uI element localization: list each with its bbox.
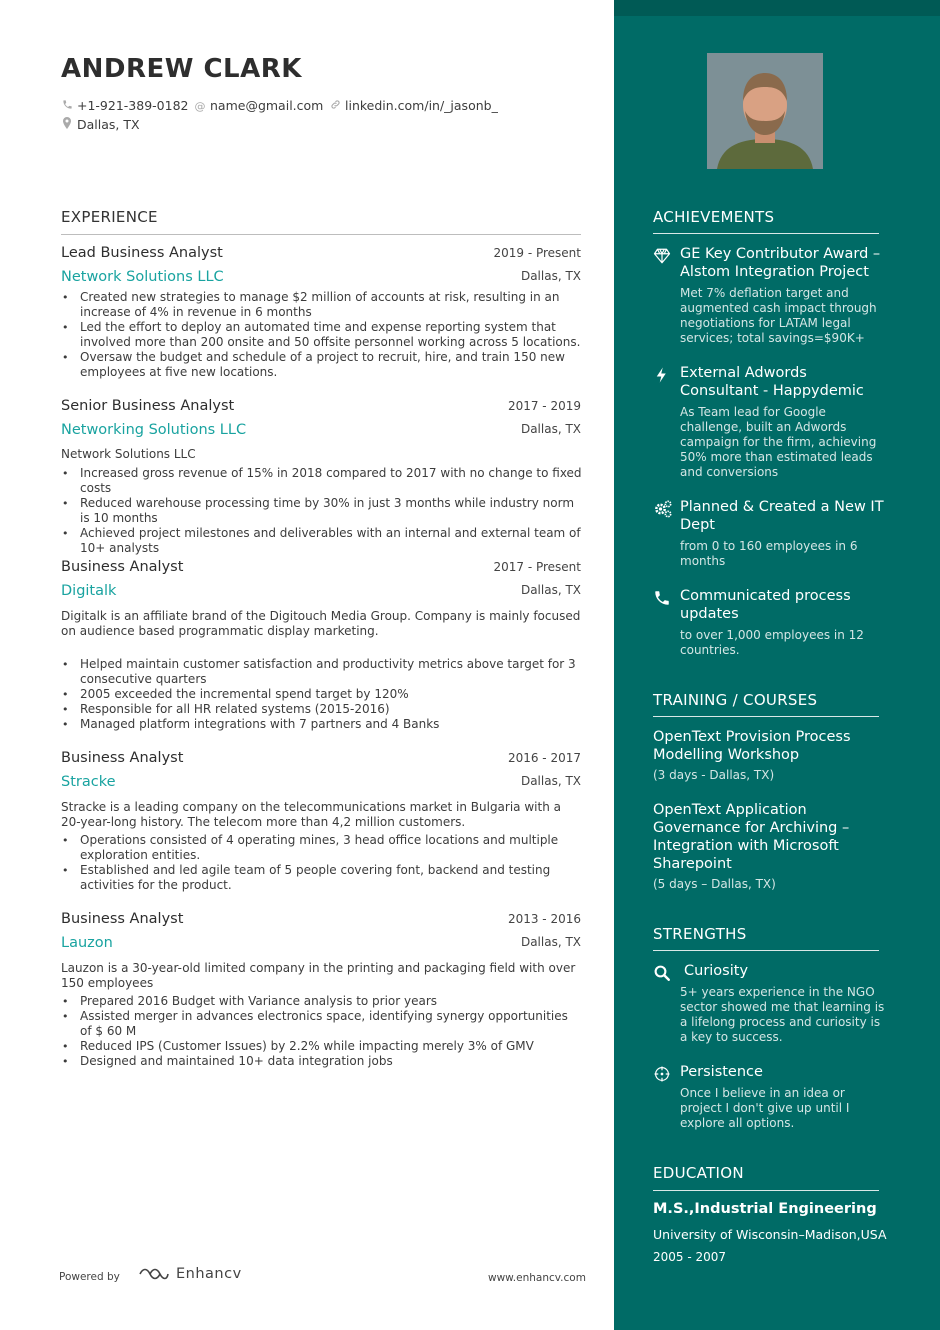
diamond-icon [653,247,671,265]
bullet-item: • Led the effort to deploy an automated time and expense reporting system that involved more than 200 onsite and 50 offsite personnel working across 5 locations. [61,320,583,350]
candidate-name: ANDREW CLARK [61,54,302,84]
education-divider [653,1190,879,1191]
profile-photo [707,53,823,169]
bullet-item: • Managed platform integrations with 7 partners and 4 Banks [61,717,583,732]
achievement-title: GE Key Contributor Award – Alstom Integration Project [680,246,881,280]
job-bullets [61,290,583,380]
achievement-text: from 0 to 160 employees in 6 months [680,539,858,568]
sidebar-top-bar [614,0,940,16]
job-title: Senior Business Analyst [61,398,235,414]
achievement-title: Planned & Created a New IT Dept [680,499,884,533]
job-dates: 2017 - 2019 [507,399,581,413]
enhancv-logo-icon [138,1266,170,1282]
achievement-title: Communicated process updates [680,588,851,622]
bullet-item: • Designed and maintained 10+ data integration jobs [61,1054,583,1069]
linkedin-contact[interactable] [329,98,498,113]
job-description: Stracke is a leading company on the telecommunications market in Bulgaria with a 20-year-long history. The telecom more than 4,2 million customers. [61,800,561,829]
location-text: Dallas, TX [77,117,140,132]
strengths-heading: STRENGTHS [653,925,747,943]
job-dates: 2016 - 2017 [507,751,581,765]
enhancv-logo-text: Enhancv [176,1266,242,1282]
bullet-item: • Reduced warehouse processing time by 30% in just 3 months while industry norm is 10 months [61,496,583,526]
bullet-item: • Assisted merger in advances electronics space, identifying synergy opportunities of $ 60 M [61,1009,583,1039]
training-divider [653,716,879,717]
job-location: Dallas, TX [520,774,581,788]
strengths-divider [653,950,879,951]
achievements-heading: ACHIEVEMENTS [653,208,775,226]
job-title: Business Analyst [61,750,184,766]
crosshair-icon [653,1065,671,1083]
education-years: 2005 - 2007 [653,1250,727,1264]
job-company: Networking Solutions LLC [61,422,247,438]
job-title: Business Analyst [61,559,184,575]
school-name: University of Wisconsin–Madison,USA [653,1227,887,1242]
course-title: OpenText Provision Process Modelling Workshop [653,729,851,763]
job-dates: 2019 - Present [493,246,581,260]
job-bullets [61,833,583,893]
job-bullets [61,657,583,732]
email-text: name@gmail.com [210,98,324,113]
phone-icon [653,589,671,607]
job-dates: 2017 - Present [493,560,581,574]
phone-text: +1-921-389-0182 [77,98,189,113]
bullet-item: • Increased gross revenue of 15% in 2018 compared to 2017 with no change to fixed costs [61,466,583,496]
search-icon [653,964,671,982]
job-dates: 2013 - 2016 [507,912,581,926]
website-link[interactable]: www.enhancv.com [488,1272,586,1284]
strength-title: Curiosity [684,963,749,979]
experience-divider [61,234,581,235]
job-company: Stracke [61,774,116,790]
achievement-text: As Team lead for Google challenge, built an Adwords campaign for the firm, achieving 50% more than estimated leads and conversions [680,405,877,479]
strength-title: Persistence [680,1064,763,1080]
job-title: Business Analyst [61,911,184,927]
job-location: Dallas, TX [520,422,581,436]
experience-heading: EXPERIENCE [61,208,158,226]
job-location: Dallas, TX [520,269,581,283]
job-location: Dallas, TX [520,583,581,597]
achievement-title: External Adwords Consultant - Happydemic [680,365,864,399]
email-contact[interactable] [194,98,323,113]
strength-text: Once I believe in an idea or project I don't give up until I explore all options. [680,1086,850,1130]
bullet-item: • Helped maintain customer satisfaction and productivity metrics above target for 3 consecutive quarters [61,657,583,687]
lightning-icon [653,366,671,384]
job-bullets [61,994,583,1069]
job-bullets [61,466,583,556]
training-heading: TRAINING / COURSES [653,691,818,709]
powered-by-label: Powered by [59,1271,120,1283]
bullet-item: • Established and led agile team of 5 people covering font, backend and testing activities for the product. [61,863,583,893]
phone-icon [61,99,73,113]
link-icon [329,99,341,113]
job-description: Network Solutions LLC [61,447,196,461]
linkedin-text: linkedin.com/in/_jasonb_ [345,98,498,113]
course-title: OpenText Application Governance for Archiving – Integration with Microsoft Sharepoint [653,802,850,872]
gears-icon [653,499,673,519]
bullet-item: • 2005 exceeded the incremental spend target by 120% [61,687,583,702]
achievement-text: to over 1,000 employees in 12 countries. [680,628,864,657]
job-description: Lauzon is a 30-year-old limited company in the printing and packaging field with over 150 employees [61,961,576,990]
enhancv-logo[interactable] [138,1266,242,1282]
location-contact [61,117,140,132]
job-title: Lead Business Analyst [61,245,223,261]
course-details: (5 days – Dallas, TX) [653,877,776,891]
bullet-item: • Responsible for all HR related systems (2015-2016) [61,702,583,717]
bullet-item: • Achieved project milestones and deliverables with an internal and external team of 10+ analysts [61,526,583,556]
at-icon: @ [194,100,206,113]
job-description: Digitalk is an affiliate brand of the Digitouch Media Group. Company is mainly focused on audience based programmatic display marketing. [61,609,581,638]
job-company: Lauzon [61,935,113,951]
job-location: Dallas, TX [520,935,581,949]
degree-title: M.S.,Industrial Engineering [653,1201,877,1217]
location-pin-icon [61,117,73,132]
achievements-divider [653,233,879,234]
strength-text: 5+ years experience in the NGO sector showed me that learning is a lifelong process and curiosity is a key to success. [680,985,885,1044]
phone-contact[interactable] [61,98,189,113]
bullet-item: • Prepared 2016 Budget with Variance analysis to prior years [61,994,583,1009]
achievement-text: Met 7% deflation target and augmented cash impact through negotiations for LATAM legal services; total savings=$90K+ [680,286,877,345]
bullet-item: • Oversaw the budget and schedule of a project to recruit, hire, and train 150 new employees at five new locations. [61,350,583,380]
course-details: (3 days - Dallas, TX) [653,768,775,782]
job-company: Digitalk [61,583,117,599]
education-heading: EDUCATION [653,1164,744,1182]
job-company: Network Solutions LLC [61,269,224,285]
bullet-item: • Created new strategies to manage $2 million of accounts at risk, resulting in an increase of 4% in revenue in 6 months [61,290,583,320]
bullet-item: • Operations consisted of 4 operating mines, 3 head office locations and multiple exploration entities. [61,833,583,863]
bullet-item: • Reduced IPS (Customer Issues) by 2.2% while impacting merely 3% of GMV [61,1039,583,1054]
